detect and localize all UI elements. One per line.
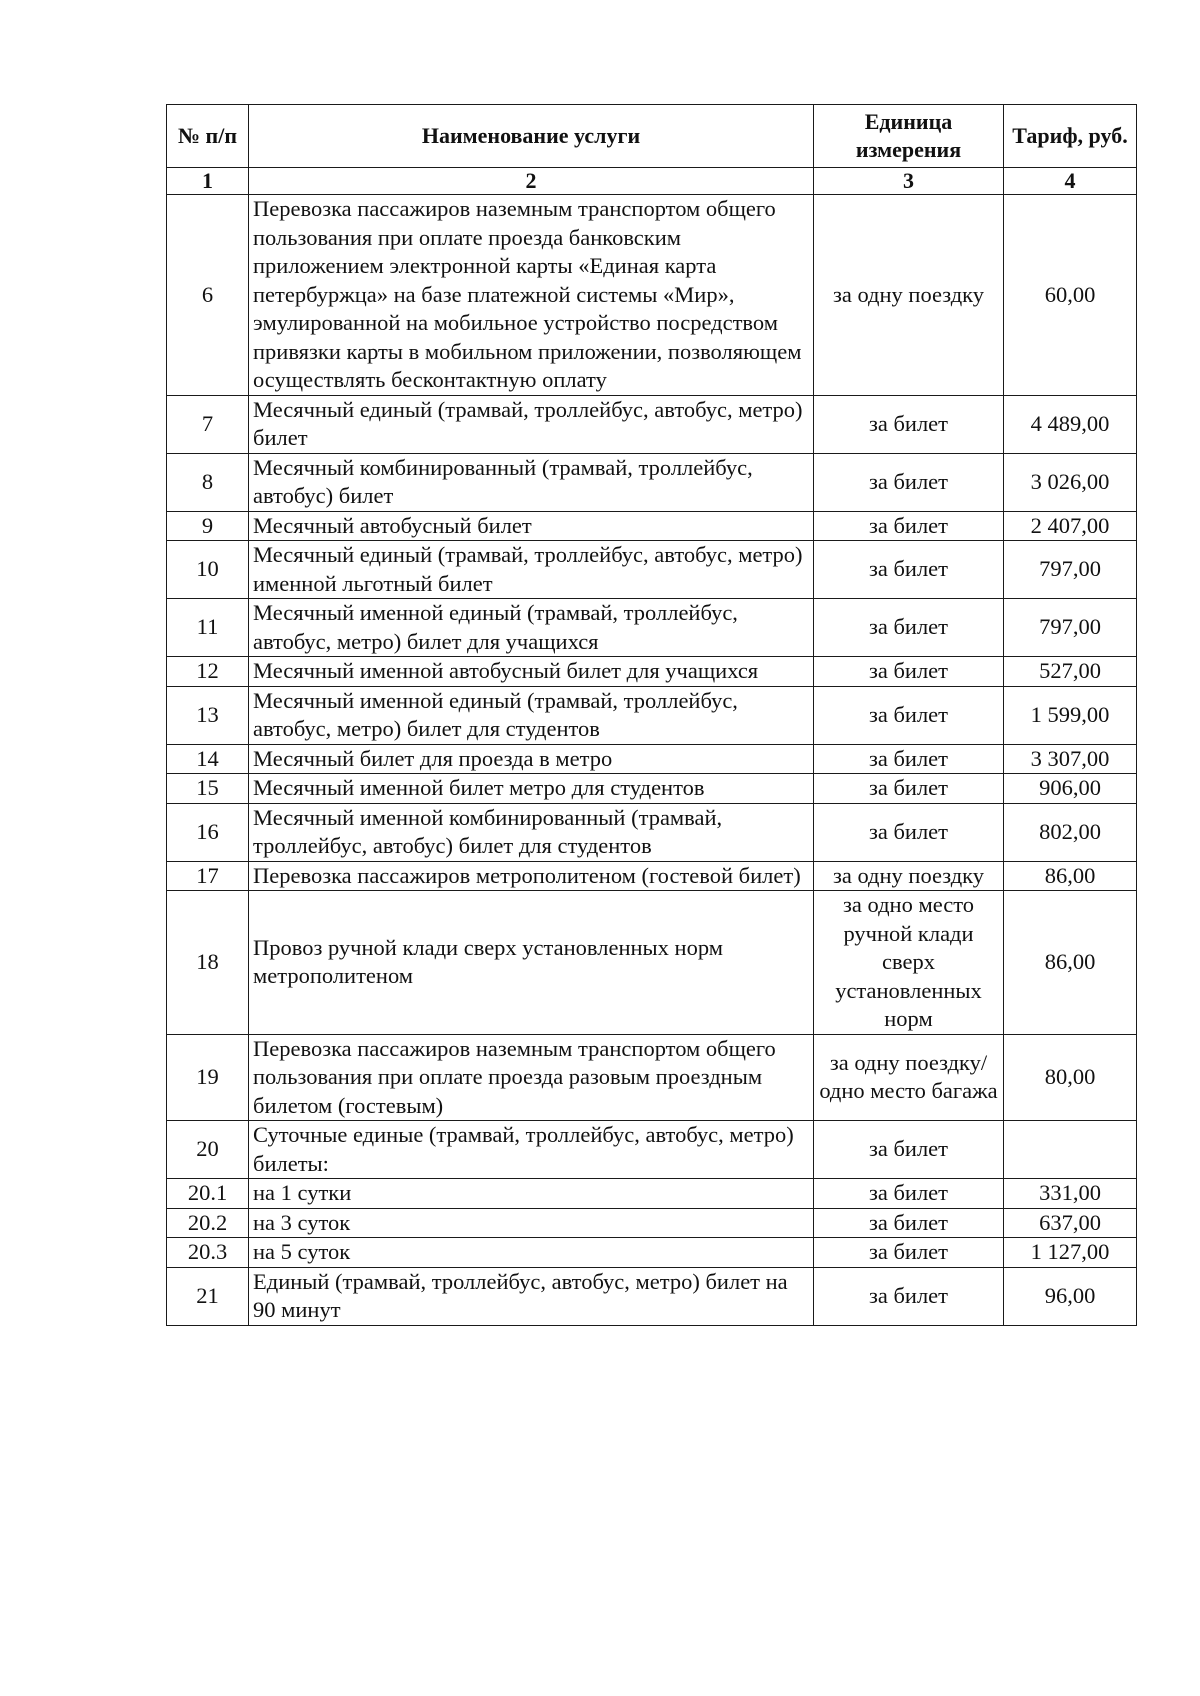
row-number: 11 (167, 599, 249, 657)
column-number: 1 (167, 168, 249, 195)
service-name: Месячный единый (трамвай, троллейбус, автобус, метро) именной льготный билет (249, 541, 814, 599)
service-name: Месячный именной единый (трамвай, троллейбус, автобус, метро) билет для студентов (249, 686, 814, 744)
service-name: на 1 сутки (249, 1179, 814, 1209)
table-row (167, 891, 1137, 1035)
tariff-value: 331,00 (1004, 1179, 1137, 1209)
row-number: 15 (167, 774, 249, 804)
tariff-value: 797,00 (1004, 541, 1137, 599)
unit-of-measure: за билет (814, 453, 1004, 511)
service-name: Месячный автобусный билет (249, 511, 814, 541)
row-number: 18 (167, 891, 249, 1035)
tariff-value: 60,00 (1004, 195, 1137, 396)
service-name: Месячный комбинированный (трамвай, троллейбус, автобус) билет (249, 453, 814, 511)
tariff-value: 802,00 (1004, 803, 1137, 861)
service-name: Суточные единые (трамвай, троллейбус, автобус, метро) билеты: (249, 1121, 814, 1179)
table-row (167, 744, 1137, 774)
tariff-value: 4 489,00 (1004, 395, 1137, 453)
unit-of-measure: за билет (814, 744, 1004, 774)
service-name: Месячный именной билет метро для студентов (249, 774, 814, 804)
column-number-row (167, 168, 1137, 195)
tariff-value: 3 307,00 (1004, 744, 1137, 774)
row-number: 8 (167, 453, 249, 511)
service-name: Единый (трамвай, троллейбус, автобус, метро) билет на 90 минут (249, 1267, 814, 1325)
unit-of-measure: за билет (814, 1121, 1004, 1179)
header-service-name: Наименование услуги (249, 105, 814, 168)
table-row (167, 1179, 1137, 1209)
unit-of-measure: за билет (814, 1208, 1004, 1238)
unit-of-measure: за билет (814, 1238, 1004, 1268)
tariff-value: 86,00 (1004, 861, 1137, 891)
unit-of-measure: за билет (814, 1267, 1004, 1325)
tariff-value (1004, 1121, 1137, 1179)
table-row (167, 657, 1137, 687)
table-row (167, 686, 1137, 744)
table-row (167, 1267, 1137, 1325)
row-number: 20.3 (167, 1238, 249, 1268)
service-name: Месячный билет для проезда в метро (249, 744, 814, 774)
header-unit: Единица измерения (814, 105, 1004, 168)
unit-of-measure: за одно место ручной клади сверх установленных норм (814, 891, 1004, 1035)
row-number: 10 (167, 541, 249, 599)
service-name: Провоз ручной клади сверх установленных норм метрополитеном (249, 891, 814, 1035)
service-name: Перевозка пассажиров наземным транспортом общего пользования при оплате проезда банковским приложением электронной карты «Единая карта петербуржца» на базе платежной системы «Мир», эмулированной на мобильное устройство посредством привязки карты в мобильном приложении, позволяющем осуществлять бесконтактную оплату (249, 195, 814, 396)
row-number: 6 (167, 195, 249, 396)
row-number: 14 (167, 744, 249, 774)
service-name: Месячный именной автобусный билет для учащихся (249, 657, 814, 687)
table-row (167, 1208, 1137, 1238)
column-number: 2 (249, 168, 814, 195)
table-row (167, 541, 1137, 599)
tariff-value: 96,00 (1004, 1267, 1137, 1325)
row-number: 21 (167, 1267, 249, 1325)
column-number: 4 (1004, 168, 1137, 195)
table-header-row (167, 105, 1137, 168)
row-number: 7 (167, 395, 249, 453)
table-row (167, 1121, 1137, 1179)
column-number: 3 (814, 168, 1004, 195)
tariff-value: 797,00 (1004, 599, 1137, 657)
unit-of-measure: за билет (814, 657, 1004, 687)
table-row (167, 774, 1137, 804)
tariff-value: 80,00 (1004, 1034, 1137, 1121)
tariff-value: 906,00 (1004, 774, 1137, 804)
row-number: 16 (167, 803, 249, 861)
tariff-value: 1 127,00 (1004, 1238, 1137, 1268)
service-name: Месячный единый (трамвай, троллейбус, автобус, метро) билет (249, 395, 814, 453)
service-name: на 5 суток (249, 1238, 814, 1268)
unit-of-measure: за билет (814, 541, 1004, 599)
unit-of-measure: за билет (814, 1179, 1004, 1209)
row-number: 20.1 (167, 1179, 249, 1209)
unit-of-measure: за одну поездку/одно место багажа (814, 1034, 1004, 1121)
header-tariff: Тариф, руб. (1004, 105, 1137, 168)
service-name: Месячный именной комбинированный (трамвай, троллейбус, автобус) билет для студентов (249, 803, 814, 861)
unit-of-measure: за билет (814, 686, 1004, 744)
table-row (167, 1034, 1137, 1121)
service-name: Перевозка пассажиров метрополитеном (гостевой билет) (249, 861, 814, 891)
row-number: 13 (167, 686, 249, 744)
unit-of-measure: за билет (814, 511, 1004, 541)
table-row (167, 861, 1137, 891)
tariff-value: 637,00 (1004, 1208, 1137, 1238)
tariff-value: 1 599,00 (1004, 686, 1137, 744)
tariff-value: 2 407,00 (1004, 511, 1137, 541)
table-row (167, 599, 1137, 657)
table-row (167, 395, 1137, 453)
unit-of-measure: за одну поездку (814, 195, 1004, 396)
tariff-value: 86,00 (1004, 891, 1137, 1035)
unit-of-measure: за одну поездку (814, 861, 1004, 891)
row-number: 20.2 (167, 1208, 249, 1238)
unit-of-measure: за билет (814, 774, 1004, 804)
table-row (167, 1238, 1137, 1268)
service-name: на 3 суток (249, 1208, 814, 1238)
header-number: № п/п (167, 105, 249, 168)
service-name: Перевозка пассажиров наземным транспортом общего пользования при оплате проезда разовым проездным билетом (гостевым) (249, 1034, 814, 1121)
row-number: 12 (167, 657, 249, 687)
table-row (167, 511, 1137, 541)
unit-of-measure: за билет (814, 599, 1004, 657)
unit-of-measure: за билет (814, 395, 1004, 453)
unit-of-measure: за билет (814, 803, 1004, 861)
tariff-value: 527,00 (1004, 657, 1137, 687)
row-number: 17 (167, 861, 249, 891)
tariff-table (166, 104, 1137, 1326)
row-number: 9 (167, 511, 249, 541)
row-number: 19 (167, 1034, 249, 1121)
tariff-value: 3 026,00 (1004, 453, 1137, 511)
table-row (167, 195, 1137, 396)
table-row (167, 803, 1137, 861)
row-number: 20 (167, 1121, 249, 1179)
table-row (167, 453, 1137, 511)
service-name: Месячный именной единый (трамвай, троллейбус, автобус, метро) билет для учащихся (249, 599, 814, 657)
